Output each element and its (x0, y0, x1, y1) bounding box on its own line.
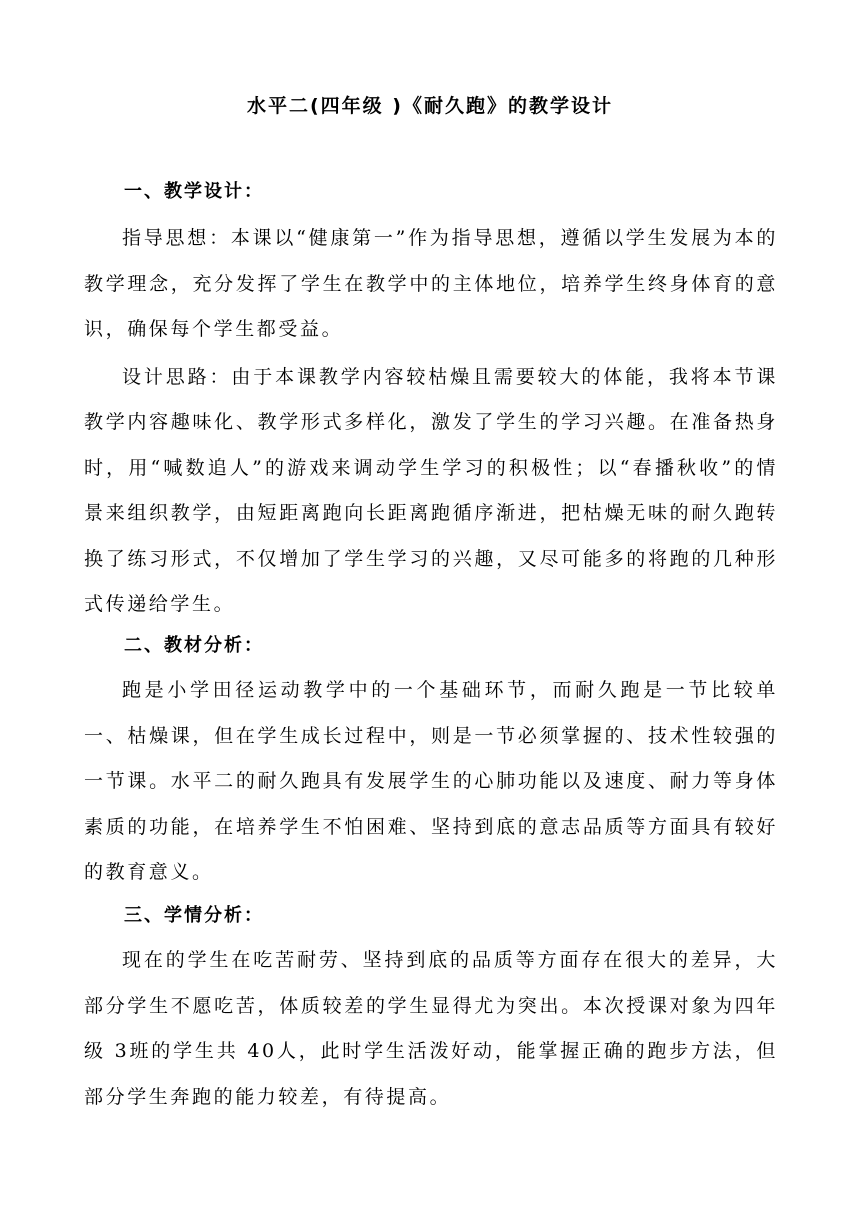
section-teaching-design (84, 172, 778, 628)
section-student-analysis (84, 896, 778, 1120)
section-heading: 二、教材分析： (124, 635, 264, 656)
paragraph-design-approach: 设计思路：由于本课教学内容较枯燥且需要较大的体能，我将本节课教学内容趣味化、教学形式多样化，激发了学生的学习兴趣。在准备热身时，用“喊数追人”的游戏来调动学生学习的积极性；以“春播秋收”的情景来组织教学，由短距离跑向长距离跑循序渐进，把枯燥无味的耐久跑转换了练习形式，不仅增加了学生学习的兴趣，又尽可能多的将跑的几种形式传递给学生。 (84, 365, 778, 615)
paragraph-student-analysis: 现在的学生在吃苦耐劳、坚持到底的品质等方面存在很大的差异，大部分学生不愿吃苦，体质较差的学生显得尤为突出。本次授课对象为四年级 3班的学生共 40人，此时学生活泼好动，能掌握正确的跑步方法，但部分学生奔跑的能力较差，有待提高。 (84, 949, 778, 1108)
paragraph-guiding-idea: 指导思想：本课以“健康第一”作为指导思想，遵循以学生发展为本的教学理念，充分发挥了学生在教学中的主体地位，培养学生终身体育的意识，确保每个学生都受益。 (84, 227, 778, 340)
document-title: 水平二(四年级 )《耐久跑》的教学设计 (247, 95, 613, 117)
section-heading: 一、教学设计： (124, 181, 264, 202)
paragraph-material-analysis: 跑是小学田径运动教学中的一个基础环节，而耐久跑是一节比较单一、枯燥课，但在学生成长过程中，则是一节必须掌握的、技术性较强的一节课。水平二的耐久跑具有发展学生的心肺功能以及速度、耐力等身体素质的功能，在培养学生不怕困难、坚持到底的意志品质等方面具有较好的教育意义。 (84, 679, 778, 883)
section-material-analysis (84, 626, 778, 896)
section-heading: 三、学情分析： (124, 905, 264, 926)
